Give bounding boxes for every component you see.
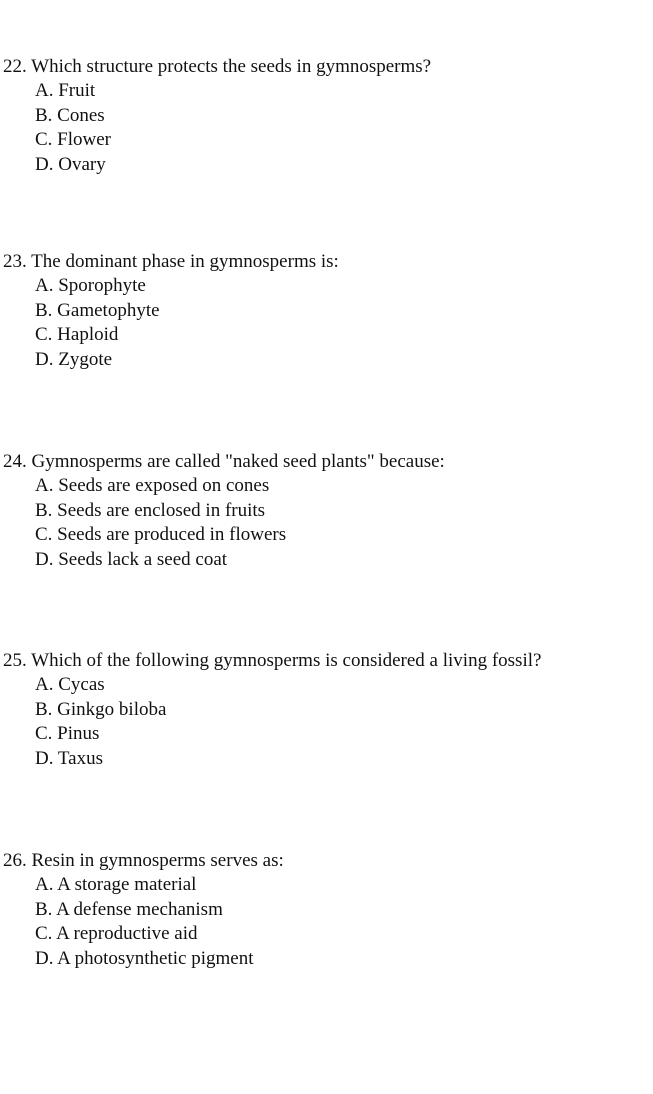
question-text: 24. Gymnosperms are called "naked seed plants" because: <box>3 451 445 472</box>
answer-option-d: D. Zygote <box>35 348 113 370</box>
answer-option-c: C. Seeds are produced in flowers <box>35 524 287 546</box>
question-22 <box>3 55 651 177</box>
answer-option-a: A. Sporophyte <box>35 275 146 297</box>
answer-option-c: C. Flower <box>35 129 111 151</box>
question-23 <box>3 250 651 372</box>
answer-option-d: D. Taxus <box>35 747 103 769</box>
answer-option-c: C. Pinus <box>35 723 100 745</box>
question-25 <box>3 649 651 771</box>
question-24 <box>3 450 651 572</box>
answer-option-a: A. Fruit <box>35 80 96 102</box>
answer-option-d: D. Seeds lack a seed coat <box>35 548 228 570</box>
answer-option-d: D. A photosynthetic pigment <box>35 947 254 969</box>
question-text: 22. Which structure protects the seeds in gymnosperms? <box>3 56 432 77</box>
question-text: 23. The dominant phase in gymnosperms is: <box>3 251 339 272</box>
answer-option-b: B. Ginkgo biloba <box>35 698 167 720</box>
question-text: 25. Which of the following gymnosperms is considered a living fossil? <box>3 650 542 671</box>
answer-option-c: C. Haploid <box>35 324 119 346</box>
question-26 <box>3 849 651 971</box>
answer-option-a: A. Seeds are exposed on cones <box>35 475 270 497</box>
answer-option-b: B. Seeds are enclosed in fruits <box>35 499 266 521</box>
answer-option-b: B. A defense mechanism <box>35 898 223 920</box>
answer-option-c: C. A reproductive aid <box>35 923 198 945</box>
answer-option-b: B. Cones <box>35 104 105 126</box>
answer-option-a: A. A storage material <box>35 874 197 896</box>
answer-option-d: D. Ovary <box>35 153 106 175</box>
question-text: 26. Resin in gymnosperms serves as: <box>3 850 284 871</box>
answer-option-b: B. Gametophyte <box>35 299 160 321</box>
answer-option-a: A. Cycas <box>35 674 105 696</box>
